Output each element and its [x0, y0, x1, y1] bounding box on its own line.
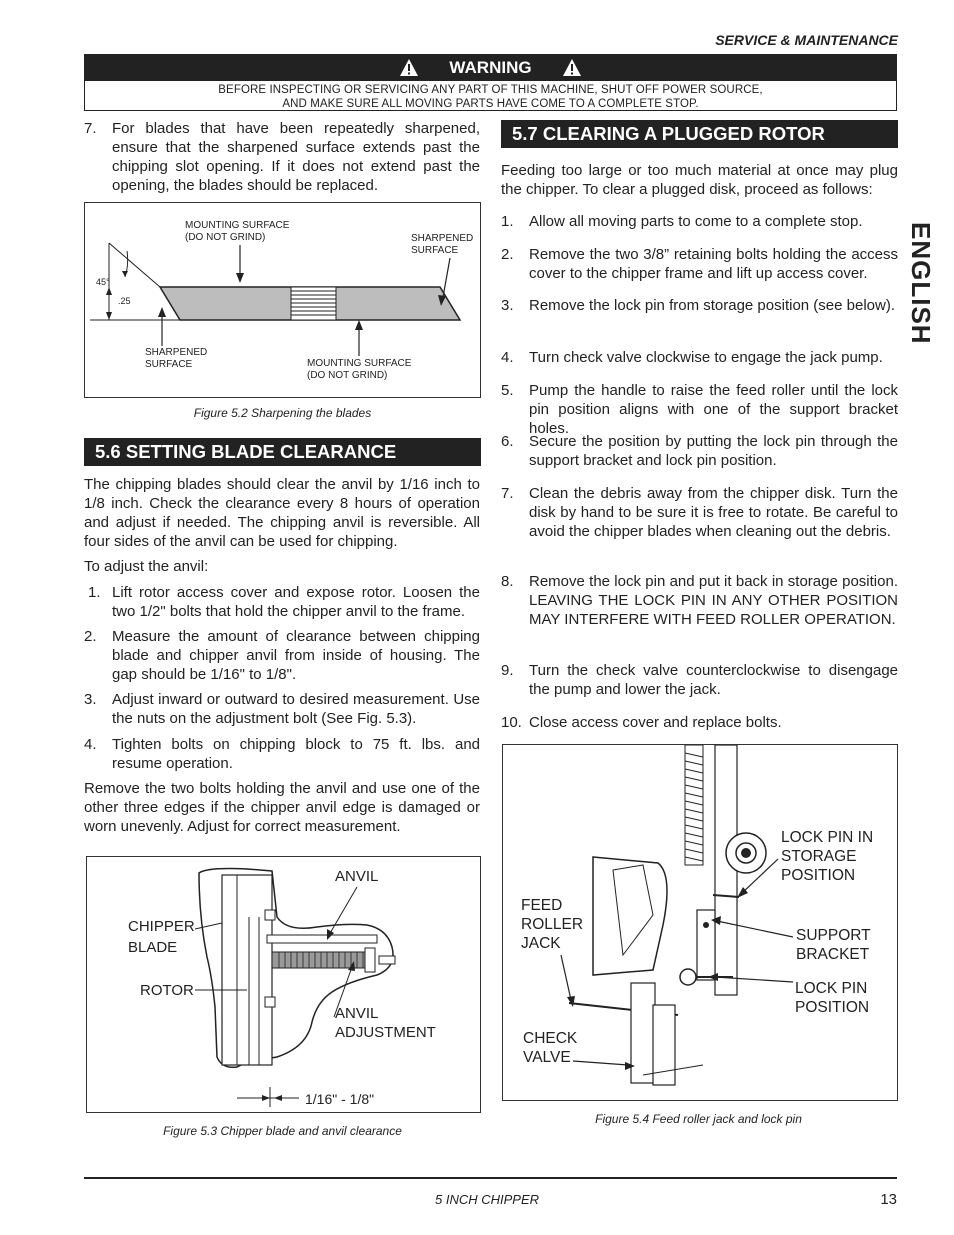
- figure-5-3: [86, 856, 481, 1113]
- rotor-step-9: [501, 661, 898, 699]
- warning-triangle-icon: [399, 58, 419, 78]
- label-line: SURFACE: [411, 245, 459, 256]
- step-text: Pump the handle to raise the feed roller until the lock pin position aligns with one of the support bracket holes.: [529, 382, 898, 437]
- figure-5-4: [502, 744, 898, 1101]
- warning-triangle-icon: [562, 58, 582, 78]
- label-lock-pin-storage: [781, 828, 873, 885]
- label-line: (DO NOT GRIND): [185, 232, 266, 243]
- language-tab: ENGLISH: [906, 222, 936, 345]
- step-number: 5.: [501, 382, 514, 399]
- label-angle: 45°: [96, 277, 110, 287]
- footer-rule: [84, 1177, 897, 1179]
- label-line: SURFACE: [145, 359, 193, 370]
- rotor-step-2: [501, 245, 898, 283]
- label-line: POSITION: [781, 867, 856, 884]
- label-feed-roller-jack: [521, 896, 583, 953]
- step-number: 2.: [501, 246, 514, 263]
- warning-title: WARNING: [449, 58, 532, 77]
- step-text: Allow all moving parts to come to a complete stop.: [529, 213, 863, 230]
- step-text: Remove the lock pin and put it back in storage position. LEAVING THE LOCK PIN IN ANY OTHER POSITION MAY INTERFERE WITH FEED ROLLER OPERATION.: [529, 573, 898, 628]
- adjust-step-4: [84, 735, 480, 773]
- item-text: For blades that have been repeatedly sharpened, ensure that the sharpened surface extends past the chipping slot opening. If it does not extend past the opening, the blades should be replaced.: [112, 120, 480, 194]
- adjust-step-2: [84, 627, 480, 684]
- label-line: JACK: [521, 935, 561, 952]
- step-number: 4.: [84, 736, 97, 753]
- step-text: Close access cover and replace bolts.: [529, 714, 782, 731]
- step-number: 4.: [501, 349, 514, 366]
- figure-5-4-caption: Figure 5.4 Feed roller jack and lock pin: [595, 1112, 802, 1126]
- label-sharpened-left: [145, 347, 207, 371]
- page-number: 13: [880, 1191, 897, 1208]
- step-number: 3.: [501, 297, 514, 314]
- blade-item-7: [84, 119, 480, 195]
- adjust-anvil-intro: To adjust the anvil:: [84, 558, 209, 575]
- label-line: LOCK PIN IN: [781, 829, 874, 846]
- rotor-step-5: [501, 381, 898, 438]
- label-line: LOCK PIN: [795, 980, 868, 997]
- item-number: 7.: [84, 120, 97, 137]
- step-number: 8.: [501, 573, 514, 590]
- label-mounting-bottom: [307, 358, 411, 382]
- step-text: Clean the debris away from the chipper disk. Turn the disk by hand to be sure it is free to rotate. Be careful to avoid the chipper blades when cleaning out the debris.: [529, 485, 898, 540]
- step-number: 3.: [84, 691, 97, 708]
- step-text: Lift rotor access cover and expose rotor. Loosen the two 1/2" bolts that hold the chipper anvil to the frame.: [112, 584, 480, 620]
- label-chipper-blade: [128, 917, 195, 957]
- figure-5-2-caption: Figure 5.2 Sharpening the blades: [193, 406, 372, 420]
- rotor-step-4: [501, 348, 898, 367]
- rotor-step-3: [501, 296, 898, 315]
- label-line: STORAGE: [781, 848, 857, 865]
- step-text: Turn the check valve counterclockwise to disengage the pump and lower the jack.: [529, 662, 898, 698]
- label-gap: 1/16" - 1/8": [305, 1091, 375, 1107]
- label-sharpened-right: [411, 233, 473, 257]
- step-number: 10.: [501, 714, 522, 731]
- step-text: Tighten bolts on chipping block to 75 ft. lbs. and resume operation.: [112, 736, 480, 772]
- step-text: Secure the position by putting the lock pin through the support bracket and lock pin position.: [529, 433, 898, 469]
- section-header: SERVICE & MAINTENANCE: [715, 32, 898, 48]
- label-line: ROLLER: [521, 916, 584, 933]
- label-line: SHARPENED: [145, 347, 208, 358]
- rotor-step-10: [501, 713, 898, 732]
- label-line: ADJUSTMENT: [335, 1024, 436, 1041]
- step-number: 2.: [84, 628, 97, 645]
- label-line: BRACKET: [796, 946, 870, 963]
- label-line: MOUNTING SURFACE: [185, 220, 290, 231]
- figure-5-2: [84, 202, 481, 398]
- rotor-step-1: [501, 212, 898, 231]
- label-line: SUPPORT: [796, 927, 871, 944]
- step-number: 7.: [501, 485, 514, 502]
- step-number: 1.: [501, 213, 514, 230]
- label-line: (DO NOT GRIND): [307, 370, 388, 381]
- rotor-step-7: [501, 484, 898, 541]
- warning-text: [85, 81, 896, 111]
- anvil-reverse-note: Remove the two bolts holding the anvil and use one of the other three edges if the chipper anvil edge is damaged or worn unevenly. Adjust for correct measurement.: [84, 780, 480, 835]
- step-number: 6.: [501, 433, 514, 450]
- label-line: ANVIL: [335, 1005, 379, 1022]
- step-number: 9.: [501, 662, 514, 679]
- label-line: CHIPPER: [128, 918, 195, 935]
- footer-title: 5 INCH CHIPPER: [435, 1192, 540, 1207]
- warning-line-1: BEFORE INSPECTING OR SERVICING ANY PART OF THIS MACHINE, SHUT OFF POWER SOURCE,: [218, 84, 763, 96]
- step-text: Adjust inward or outward to desired measurement. Use the nuts on the adjustment bolt (See Fig. 5.3).: [112, 691, 480, 727]
- label-check-valve: [523, 1029, 577, 1067]
- label-anvil: ANVIL: [335, 868, 379, 885]
- label-mounting-top: [185, 220, 289, 244]
- warning-bar: [85, 55, 896, 81]
- label-line: BLADE: [128, 939, 178, 956]
- warning-line-2: AND MAKE SURE ALL MOVING PARTS HAVE COME TO A COMPLETE STOP.: [282, 98, 699, 110]
- label-rotor: ROTOR: [140, 982, 194, 999]
- section-5-7-heading: 5.7 CLEARING A PLUGGED ROTOR: [501, 120, 898, 148]
- step-text: Remove the lock pin from storage position (see below).: [529, 297, 896, 314]
- blade-clearance-intro: The chipping blades should clear the anvil by 1/16 inch to 1/8 inch. Check the clearance every 8 hours of operation and adjust if needed. The chipping anvil is reversible. All four sides of the anvil can be used for chipping.: [84, 476, 480, 550]
- plugged-rotor-intro: Feeding too large or too much material at once may plug the chipper. To clear a plugged disk, proceed as follows:: [501, 162, 898, 198]
- label-line: MOUNTING SURFACE: [307, 358, 412, 369]
- label-support-bracket: [796, 926, 871, 964]
- label-thickness: .25: [118, 296, 131, 306]
- label-anvil-adjustment: [335, 1004, 436, 1042]
- step-text: Measure the amount of clearance between chipping blade and chipper anvil from inside of housing. The gap should be 1/16" to 1/8".: [112, 628, 480, 683]
- label-line: SHARPENED: [411, 233, 474, 244]
- figure-5-3-caption: Figure 5.3 Chipper blade and anvil clearance: [163, 1124, 402, 1138]
- section-5-6-heading: 5.6 SETTING BLADE CLEARANCE: [84, 438, 481, 466]
- step-number: 1.: [88, 584, 101, 601]
- rotor-step-8: [501, 572, 898, 629]
- adjust-step-3: [84, 690, 480, 728]
- step-text: Remove the two 3/8” retaining bolts holding the access cover to the chipper frame and lift up access cover.: [529, 246, 898, 282]
- adjust-step-1: [84, 583, 480, 621]
- label-line: VALVE: [523, 1049, 571, 1066]
- label-line: FEED: [521, 897, 563, 914]
- label-lock-pin-position: [795, 979, 869, 1017]
- label-line: POSITION: [795, 999, 870, 1016]
- rotor-step-6: [501, 432, 898, 470]
- label-line: CHECK: [523, 1030, 578, 1047]
- warning-box: [84, 54, 897, 111]
- step-text: Turn check valve clockwise to engage the jack pump.: [529, 349, 883, 366]
